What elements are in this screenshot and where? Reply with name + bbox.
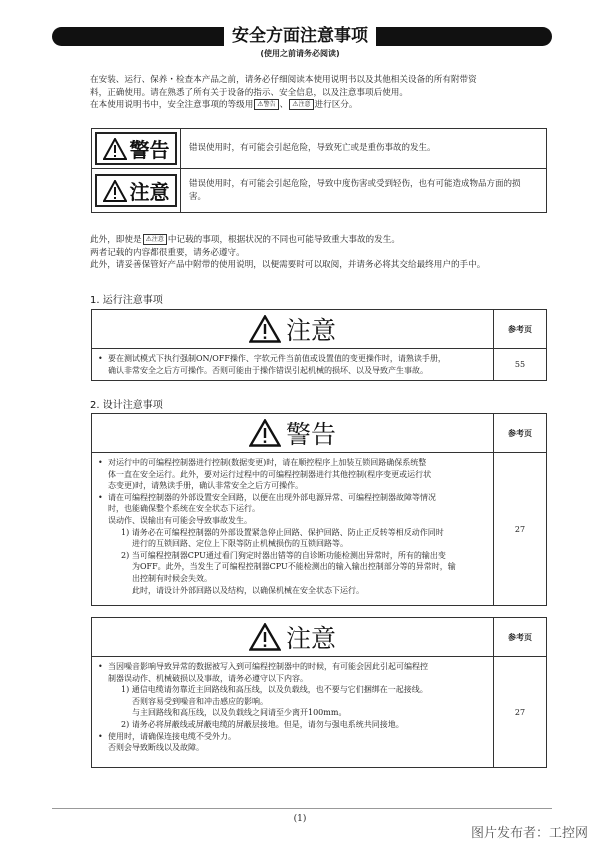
caution-badge: 注意 [95,174,177,207]
intro-text [90,74,560,112]
design-warning-sub-2: 2) 当可编程控制器CPU通过看门狗定时器出错等的自诊断功能检测出异常时，所有的输出变 为OFF。此外，当发生了可编程控制器CPU不能检测出的输入输出控制部分等的异常时，输 出控制有时候会失效。 此时，请设计外部回路以及结构，以确保机械在安全状态下运行。 [121,550,456,595]
design-warning-box [91,413,547,606]
watermark: 图片发布者：工控网 [470,826,588,841]
ref-page-header: 参考页 [508,428,532,438]
ref-page-value: 27 [514,707,526,717]
design-warning-sub-1: 1) 请务必在可编程控制器的外部设置紧急停止回路、保护回路、防止正反转等相反动作同时 进行的互锁回路、定位上下限等防止机械损伤的互锁回路等。 [121,527,444,549]
caution-triangle-icon: ⚠ [145,235,152,243]
warning-definition-row [92,129,546,168]
note-text [90,234,560,272]
caution-mini-tag: ⚠注意 [143,234,167,245]
caution-definition-row [92,168,546,212]
ref-page-value: 55 [514,360,526,369]
ref-page-value: 27 [514,524,526,534]
warning-triangle-icon: ⚠ [257,100,264,108]
caution-mini-tag: ⚠注意 [289,99,313,110]
intro-line-1: 在安装、运行、保养・检查本产品之前，请务必仔细阅读本使用说明书以及其他相关设备的所有附带资 [90,75,477,85]
note-line-1: 此外，即使是 ⚠注意 中记载的事项，根据状况的不同也可能导致重大事故的发生。 [90,235,400,245]
caution-triangle-icon [249,623,281,651]
warning-box-title: 警告 [92,414,494,452]
footer-divider [52,808,552,809]
note-line-3: 此外，请妥善保管好产品中附带的使用说明，以便需要时可以取阅，并请务必将其交给最终用户的手中。 [90,260,486,270]
design-warning-item-2: • 请在可编程控制器的外部设置安全回路，以便在出现外部电源异常、可编程控制器故障等情况 时，也能确保整个系统在安全状态下运行。 误动作、误输出有可能会导致事故发生。 1) 请务必在可编程控制器的外部设置紧急停止回路、保护回路、防止正反转等相反动作同时 进行的互锁回路、定位上下限等防止机械损伤的互锁回路等。 2) 当可编程控制器CPU通过看门狗定时器出错等的自诊断功能检测出异常时，所有的输出变 为OFF。此外，当发生了可编程控制器CPU不能检测出的输入输出控制部分等的异常时，输 出控制有时候会失效。 此时，请设计外部回路以及结构，以确保机械在安全状态下运行。 [98,492,487,596]
section-1-heading: 1. 运行注意事项 [90,295,163,306]
ref-page-header: 参考页 [508,632,532,642]
intro-line-3: 在本使用说明书中，安全注意事项的等级用 ⚠警告 、 ⚠注意 进行区分。 [90,100,358,110]
caution-box-title: 注意 [92,310,494,348]
caution-triangle-icon [103,180,127,202]
page-subtitle: (使用之前请务必阅读) [260,49,340,58]
page-title-wrap [0,24,600,48]
design-caution-item-2: • 使用时，请确保连接电缆不受外力。 否则会导致断线以及故障。 [98,731,487,754]
warning-triangle-icon [103,138,127,160]
caution-box-title: 注意 [92,618,494,656]
section-2-heading: 2. 设计注意事项 [90,400,163,411]
warning-triangle-icon [249,419,281,447]
note-line-2: 两者记载的内容都很重要，请务必遵守。 [90,247,245,258]
design-caution-box [91,617,547,768]
warning-mini-tag: ⚠警告 [254,99,278,110]
operation-caution-box [91,309,547,381]
design-warning-item-1: • 对运行中的可编程控制器进行控制(数据变更)时，请在顺控程序上加装互锁回路确保系统整 体一直在安全运行。此外，要对运行过程中的可编程控制器进行其他控制(程序变更或运行状 态变更)时，请熟读手册，确认非常安全之后方可操作。 [98,457,487,492]
safety-level-table [91,128,547,213]
design-caution-sub-1: 1) 通信电缆请勿靠近主回路线和高压线，以及负载线，也不要与它们捆绑在一起接线。 否则容易受到噪音和冲击感应的影响。 与主回路线和高压线，以及负载线之间请至少离开100mm。 [121,685,428,718]
warning-badge: 警告 [95,132,177,165]
design-caution-sub-2: 2) 请务必将屏蔽线或屏蔽电缆的屏蔽层接地。但是，请勿与强电系统共同接地。 [121,719,404,729]
caution-definition-text: 错误使用时，有可能会引起危险，导致中度伤害或受到轻伤，也有可能造成物品方面的损 害。 [189,178,521,202]
caution-triangle-icon: ⚠ [292,100,299,108]
ref-page-header: 参考页 [508,324,532,334]
caution-triangle-icon [249,315,281,343]
page-number: (1) [293,814,307,824]
intro-line-2: 料，正确使用。请在熟悉了所有关于设备的指示、安全信息，以及注意事项后使用。 [90,87,408,98]
page-title: 安全方面注意事项 [224,24,376,48]
operation-item-1: • 要在测试模式下执行强制ON/OFF操作、字软元件当前值或设置值的变更操作时，请熟读手册， 确认非常安全之后方可操作。否则可能由于操作错误引起机械的损坏、以及导致产生事故。 [98,353,487,376]
design-caution-item-1: • 当因噪音影响导致异常的数据被写入到可编程控制器中的时候，有可能会因此引起可编程控 制器误动作、机械破损以及事故，请务必遵守以下内容。 1) 通信电缆请勿靠近主回路线和高压线，以及负载线，也不要与它们捆绑在一起接线。 否则容易受到噪音和冲击感应的影响。 与主回路线和高压线，以及负载线之间请至少离开100mm。 2) 请务必将屏蔽线或屏蔽电缆的屏蔽层接地。但是，请勿与强电系统共同接地。 [98,661,487,731]
warning-definition-text: 错误使用时，有可能会引起危险，导致死亡或是重伤事故的发生。 [189,143,436,153]
